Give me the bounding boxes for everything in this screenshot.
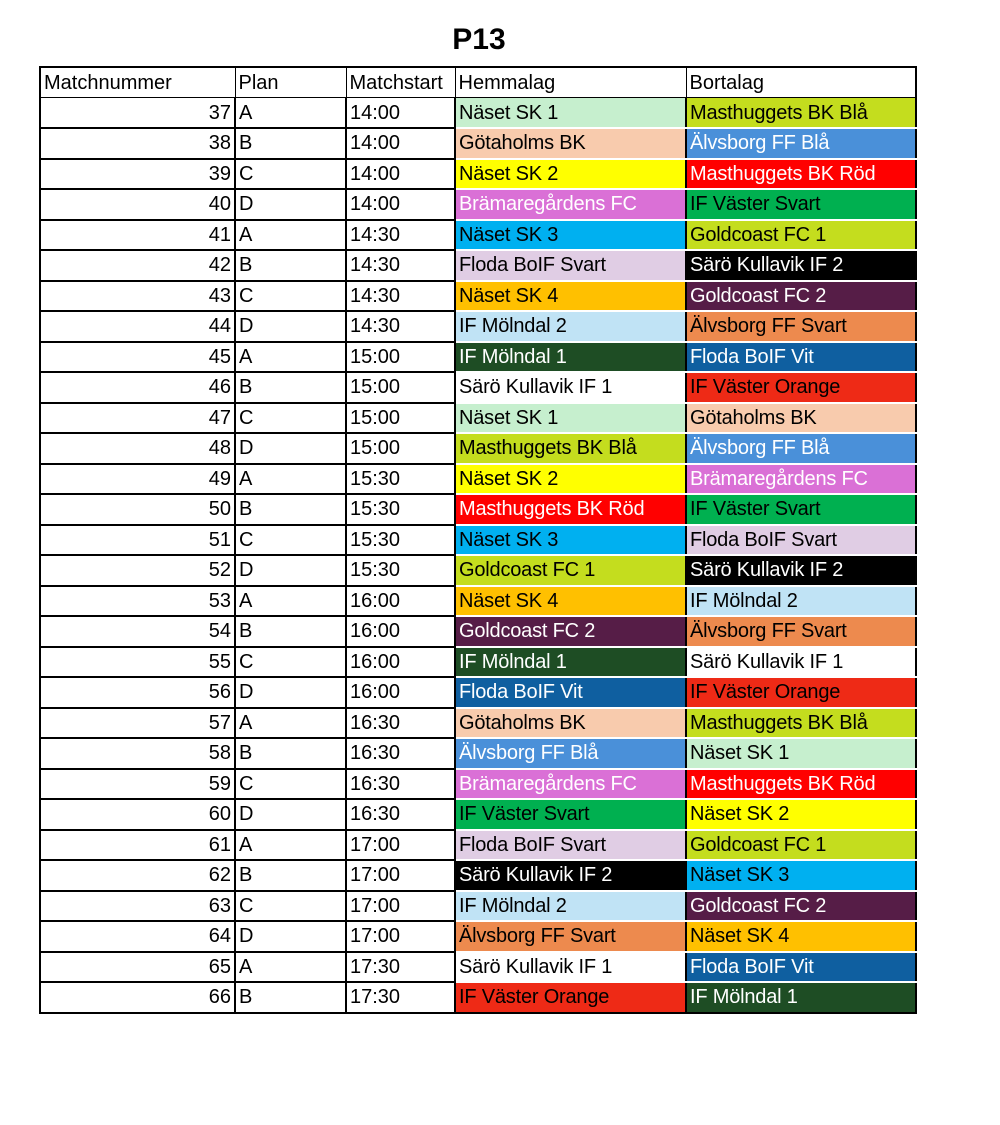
table-row xyxy=(40,159,916,190)
match-start-cell: 15:00 xyxy=(346,342,455,373)
match-number-cell: 50 xyxy=(40,494,235,525)
away-team-cell: Näset SK 2 xyxy=(686,799,916,830)
plan-cell: D xyxy=(235,677,346,708)
away-team-cell: IF Mölndal 1 xyxy=(686,982,916,1013)
match-start-cell: 17:00 xyxy=(346,921,455,952)
match-start-cell: 14:30 xyxy=(346,250,455,281)
match-number-cell: 38 xyxy=(40,128,235,159)
plan-cell: D xyxy=(235,555,346,586)
plan-cell: A xyxy=(235,586,346,617)
match-start-cell: 17:30 xyxy=(346,982,455,1013)
match-number-cell: 37 xyxy=(40,98,235,129)
header-plan: Plan xyxy=(235,67,346,98)
table-row xyxy=(40,342,916,373)
away-team-cell: Goldcoast FC 2 xyxy=(686,891,916,922)
away-team-cell: Särö Kullavik IF 1 xyxy=(686,647,916,678)
away-team-cell: Älvsborg FF Blå xyxy=(686,128,916,159)
plan-cell: B xyxy=(235,860,346,891)
match-number-cell: 40 xyxy=(40,189,235,220)
home-team-cell: Masthuggets BK Röd xyxy=(455,494,686,525)
plan-cell: C xyxy=(235,647,346,678)
table-row xyxy=(40,220,916,251)
away-team-cell: Masthuggets BK Röd xyxy=(686,159,916,190)
match-start-cell: 15:00 xyxy=(346,403,455,434)
match-start-cell: 16:00 xyxy=(346,586,455,617)
plan-cell: B xyxy=(235,494,346,525)
away-team-cell: Floda BoIF Svart xyxy=(686,525,916,556)
away-team-cell: IF Väster Orange xyxy=(686,372,916,403)
match-start-cell: 17:00 xyxy=(346,860,455,891)
match-number-cell: 47 xyxy=(40,403,235,434)
table-row xyxy=(40,494,916,525)
home-team-cell: Näset SK 4 xyxy=(455,586,686,617)
match-number-cell: 56 xyxy=(40,677,235,708)
match-number-cell: 42 xyxy=(40,250,235,281)
match-start-cell: 14:30 xyxy=(346,220,455,251)
table-row xyxy=(40,281,916,312)
match-start-cell: 14:30 xyxy=(346,281,455,312)
plan-cell: A xyxy=(235,464,346,495)
home-team-cell: Näset SK 1 xyxy=(455,403,686,434)
table-row xyxy=(40,830,916,861)
away-team-cell: IF Väster Svart xyxy=(686,494,916,525)
home-team-cell: IF Mölndal 1 xyxy=(455,342,686,373)
plan-cell: C xyxy=(235,159,346,190)
table-row xyxy=(40,738,916,769)
match-start-cell: 17:30 xyxy=(346,952,455,983)
away-team-cell: IF Väster Svart xyxy=(686,189,916,220)
plan-cell: A xyxy=(235,830,346,861)
header-bortalag: Bortalag xyxy=(686,67,916,98)
home-team-cell: Näset SK 3 xyxy=(455,525,686,556)
table-row xyxy=(40,799,916,830)
home-team-cell: Näset SK 2 xyxy=(455,159,686,190)
table-row xyxy=(40,433,916,464)
match-number-cell: 66 xyxy=(40,982,235,1013)
match-number-cell: 52 xyxy=(40,555,235,586)
match-number-cell: 61 xyxy=(40,830,235,861)
table-row xyxy=(40,403,916,434)
plan-cell: A xyxy=(235,98,346,129)
header-hemmalag: Hemmalag xyxy=(455,67,686,98)
table-row xyxy=(40,982,916,1013)
home-team-cell: Näset SK 2 xyxy=(455,464,686,495)
match-start-cell: 15:30 xyxy=(346,555,455,586)
away-team-cell: Goldcoast FC 2 xyxy=(686,281,916,312)
home-team-cell: IF Mölndal 2 xyxy=(455,311,686,342)
table-row xyxy=(40,555,916,586)
match-start-cell: 15:00 xyxy=(346,372,455,403)
plan-cell: B xyxy=(235,616,346,647)
home-team-cell: Näset SK 1 xyxy=(455,98,686,129)
table-row xyxy=(40,98,916,129)
plan-cell: A xyxy=(235,342,346,373)
away-team-cell: Floda BoIF Vit xyxy=(686,342,916,373)
home-team-cell: Brämaregårdens FC xyxy=(455,189,686,220)
match-start-cell: 15:30 xyxy=(346,464,455,495)
match-number-cell: 59 xyxy=(40,769,235,800)
table-row xyxy=(40,464,916,495)
match-number-cell: 60 xyxy=(40,799,235,830)
match-number-cell: 51 xyxy=(40,525,235,556)
away-team-cell: Särö Kullavik IF 2 xyxy=(686,555,916,586)
match-start-cell: 16:30 xyxy=(346,708,455,739)
match-number-cell: 41 xyxy=(40,220,235,251)
home-team-cell: Goldcoast FC 2 xyxy=(455,616,686,647)
header-matchnummer: Matchnummer xyxy=(40,67,235,98)
match-start-cell: 14:00 xyxy=(346,98,455,129)
home-team-cell: Särö Kullavik IF 1 xyxy=(455,372,686,403)
away-team-cell: Näset SK 3 xyxy=(686,860,916,891)
away-team-cell: Goldcoast FC 1 xyxy=(686,830,916,861)
match-number-cell: 53 xyxy=(40,586,235,617)
match-number-cell: 45 xyxy=(40,342,235,373)
plan-cell: B xyxy=(235,738,346,769)
match-start-cell: 16:00 xyxy=(346,647,455,678)
match-number-cell: 63 xyxy=(40,891,235,922)
away-team-cell: Särö Kullavik IF 2 xyxy=(686,250,916,281)
home-team-cell: Goldcoast FC 1 xyxy=(455,555,686,586)
table-row xyxy=(40,189,916,220)
match-number-cell: 55 xyxy=(40,647,235,678)
table-row xyxy=(40,525,916,556)
match-start-cell: 14:00 xyxy=(346,159,455,190)
match-start-cell: 15:30 xyxy=(346,525,455,556)
match-number-cell: 46 xyxy=(40,372,235,403)
match-number-cell: 62 xyxy=(40,860,235,891)
match-start-cell: 14:00 xyxy=(346,128,455,159)
away-team-cell: Älvsborg FF Blå xyxy=(686,433,916,464)
match-start-cell: 15:30 xyxy=(346,494,455,525)
header-row xyxy=(40,67,916,98)
home-team-cell: IF Mölndal 2 xyxy=(455,891,686,922)
plan-cell: A xyxy=(235,220,346,251)
plan-cell: B xyxy=(235,372,346,403)
match-number-cell: 44 xyxy=(40,311,235,342)
plan-cell: D xyxy=(235,311,346,342)
table-row xyxy=(40,677,916,708)
away-team-cell: Älvsborg FF Svart xyxy=(686,311,916,342)
home-team-cell: Älvsborg FF Svart xyxy=(455,921,686,952)
plan-cell: D xyxy=(235,799,346,830)
table-row xyxy=(40,250,916,281)
plan-cell: D xyxy=(235,189,346,220)
match-number-cell: 64 xyxy=(40,921,235,952)
match-start-cell: 14:30 xyxy=(346,311,455,342)
table-row xyxy=(40,647,916,678)
home-team-cell: Särö Kullavik IF 2 xyxy=(455,860,686,891)
away-team-cell: Floda BoIF Vit xyxy=(686,952,916,983)
table-row xyxy=(40,128,916,159)
plan-cell: D xyxy=(235,433,346,464)
home-team-cell: Götaholms BK xyxy=(455,128,686,159)
home-team-cell: IF Mölndal 1 xyxy=(455,647,686,678)
plan-cell: B xyxy=(235,250,346,281)
home-team-cell: Floda BoIF Svart xyxy=(455,250,686,281)
home-team-cell: Särö Kullavik IF 1 xyxy=(455,952,686,983)
plan-cell: C xyxy=(235,769,346,800)
plan-cell: C xyxy=(235,403,346,434)
table-row xyxy=(40,891,916,922)
match-start-cell: 16:00 xyxy=(346,616,455,647)
plan-cell: D xyxy=(235,921,346,952)
match-start-cell: 17:00 xyxy=(346,830,455,861)
plan-cell: A xyxy=(235,708,346,739)
match-start-cell: 14:00 xyxy=(346,189,455,220)
match-number-cell: 57 xyxy=(40,708,235,739)
home-team-cell: Näset SK 3 xyxy=(455,220,686,251)
plan-cell: C xyxy=(235,281,346,312)
home-team-cell: Floda BoIF Svart xyxy=(455,830,686,861)
match-start-cell: 16:30 xyxy=(346,738,455,769)
match-start-cell: 17:00 xyxy=(346,891,455,922)
away-team-cell: IF Väster Orange xyxy=(686,677,916,708)
away-team-cell: Brämaregårdens FC xyxy=(686,464,916,495)
home-team-cell: Älvsborg FF Blå xyxy=(455,738,686,769)
away-team-cell: Masthuggets BK Röd xyxy=(686,769,916,800)
home-team-cell: Masthuggets BK Blå xyxy=(455,433,686,464)
away-team-cell: Älvsborg FF Svart xyxy=(686,616,916,647)
table-row xyxy=(40,860,916,891)
plan-cell: B xyxy=(235,128,346,159)
match-start-cell: 15:00 xyxy=(346,433,455,464)
match-start-cell: 16:30 xyxy=(346,799,455,830)
away-team-cell: Näset SK 4 xyxy=(686,921,916,952)
match-number-cell: 48 xyxy=(40,433,235,464)
away-team-cell: Götaholms BK xyxy=(686,403,916,434)
match-start-cell: 16:30 xyxy=(346,769,455,800)
away-team-cell: Masthuggets BK Blå xyxy=(686,98,916,129)
table-row xyxy=(40,952,916,983)
home-team-cell: Näset SK 4 xyxy=(455,281,686,312)
plan-cell: C xyxy=(235,891,346,922)
match-start-cell: 16:00 xyxy=(346,677,455,708)
plan-cell: A xyxy=(235,952,346,983)
page-title: P13 xyxy=(452,23,506,56)
table-row xyxy=(40,586,916,617)
home-team-cell: Götaholms BK xyxy=(455,708,686,739)
plan-cell: B xyxy=(235,982,346,1013)
match-number-cell: 65 xyxy=(40,952,235,983)
table-row xyxy=(40,769,916,800)
match-schedule-table xyxy=(39,66,917,1014)
away-team-cell: Näset SK 1 xyxy=(686,738,916,769)
match-number-cell: 43 xyxy=(40,281,235,312)
away-team-cell: IF Mölndal 2 xyxy=(686,586,916,617)
table-row xyxy=(40,311,916,342)
match-number-cell: 58 xyxy=(40,738,235,769)
table-row xyxy=(40,708,916,739)
match-number-cell: 39 xyxy=(40,159,235,190)
header-matchstart: Matchstart xyxy=(346,67,455,98)
plan-cell: C xyxy=(235,525,346,556)
home-team-cell: IF Väster Orange xyxy=(455,982,686,1013)
home-team-cell: Brämaregårdens FC xyxy=(455,769,686,800)
table-row xyxy=(40,921,916,952)
home-team-cell: IF Väster Svart xyxy=(455,799,686,830)
away-team-cell: Masthuggets BK Blå xyxy=(686,708,916,739)
home-team-cell: Floda BoIF Vit xyxy=(455,677,686,708)
away-team-cell: Goldcoast FC 1 xyxy=(686,220,916,251)
match-number-cell: 54 xyxy=(40,616,235,647)
table-row xyxy=(40,372,916,403)
table-row xyxy=(40,616,916,647)
match-number-cell: 49 xyxy=(40,464,235,495)
